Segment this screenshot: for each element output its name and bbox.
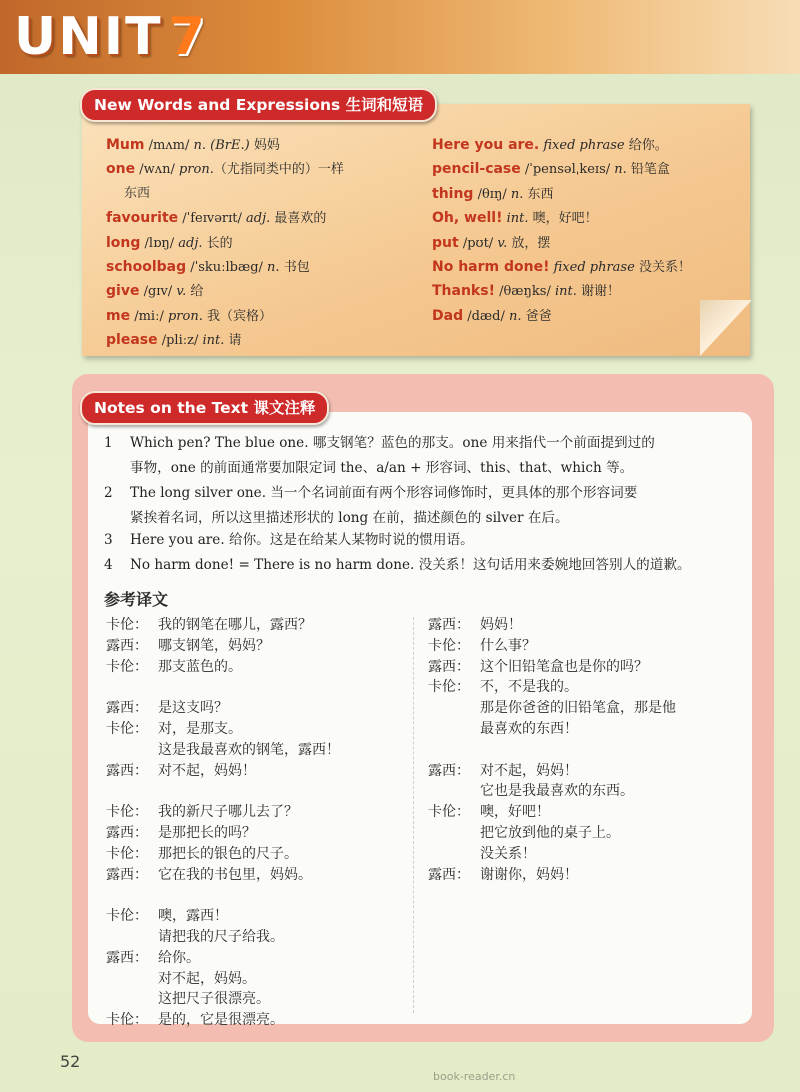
vocab-meaning: 给 bbox=[186, 284, 204, 300]
watermark: book-reader.cn bbox=[433, 1070, 516, 1083]
translation-text: 什么事？ bbox=[480, 637, 536, 654]
unit-number: 7 bbox=[168, 7, 207, 67]
translation-line bbox=[106, 948, 406, 969]
translation-text: 这个旧铅笔盒也是你的吗？ bbox=[480, 658, 648, 675]
translation-line bbox=[428, 719, 748, 740]
vocab-meaning: 我（宾格） bbox=[202, 308, 272, 324]
translation-line bbox=[428, 781, 748, 802]
unit-word: UNIT bbox=[14, 7, 163, 67]
translation-text: 那是你爸爸的旧铅笔盒，那是他 bbox=[480, 700, 676, 717]
translation-text: 那支蓝色的。 bbox=[158, 658, 242, 675]
vocab-word: put bbox=[432, 234, 459, 251]
vocab-part-of-speech: adj. bbox=[178, 235, 203, 251]
vocab-entry bbox=[106, 304, 406, 328]
translation-line bbox=[106, 865, 406, 886]
note-item bbox=[104, 553, 744, 578]
vocab-entry bbox=[106, 328, 406, 352]
vocab-meaning: 噢，好吧！ bbox=[528, 211, 598, 227]
translation-text: 噢，好吧！ bbox=[480, 804, 550, 821]
note-text: 事物，one 的前面通常要加限定词 the、a/an + 形容词、this、that、which 等。 bbox=[130, 460, 634, 476]
translation-line bbox=[106, 823, 406, 844]
vocab-pronunciation: /ˈskuːlbæg/ bbox=[186, 259, 268, 275]
translation-speaker: 露西： bbox=[428, 762, 470, 779]
translation-line bbox=[106, 927, 406, 948]
vocab-meaning: 没关系！ bbox=[634, 259, 691, 275]
unit-title bbox=[14, 2, 207, 72]
vocab-part-of-speech: n. bbox=[614, 162, 627, 178]
translation-text: 对不起，妈妈！ bbox=[480, 762, 578, 779]
translation-speaker: 露西： bbox=[106, 762, 148, 779]
translation-speaker: 卡伦： bbox=[428, 804, 470, 821]
vocab-meaning: 东西 bbox=[523, 186, 554, 202]
translation-line bbox=[106, 740, 406, 761]
translation-text: 请把我的尺子给我。 bbox=[158, 928, 284, 945]
vocab-word: Mum bbox=[106, 137, 145, 153]
note-line bbox=[104, 481, 744, 506]
translation-speaker: 露西： bbox=[428, 866, 470, 883]
translation-text: 对，是那支。 bbox=[158, 720, 242, 737]
translation-text: 哪支钢笔，妈妈？ bbox=[158, 637, 270, 654]
vocab-pronunciation: /pʊt/ bbox=[458, 235, 498, 251]
vocab-pronunciation: /ˈfeɪvərɪt/ bbox=[178, 211, 247, 227]
vocab-entry bbox=[432, 279, 742, 303]
column-divider bbox=[413, 617, 414, 1013]
vocab-word: me bbox=[106, 307, 131, 324]
translation-text: 妈妈！ bbox=[480, 617, 522, 633]
translation-text: 这是我最喜欢的钢笔，露西！ bbox=[158, 741, 340, 758]
translation-speaker: 露西： bbox=[106, 700, 148, 717]
vocab-entry bbox=[106, 133, 406, 157]
translation-line bbox=[428, 844, 748, 865]
translation-left-column bbox=[106, 615, 406, 1031]
translation-line bbox=[106, 615, 406, 636]
translation-line bbox=[428, 761, 748, 782]
translation-line bbox=[428, 823, 748, 844]
vocab-part-of-speech: pron. bbox=[167, 308, 203, 324]
translation-text: 对不起，妈妈。 bbox=[158, 970, 256, 987]
vocab-word: Oh, well! bbox=[432, 210, 503, 227]
vocab-meaning: 给你。 bbox=[624, 138, 668, 153]
translation-text: 是那把长的吗？ bbox=[158, 824, 256, 841]
vocab-part-of-speech: adj. bbox=[246, 211, 271, 227]
translation-speaker: 露西： bbox=[428, 658, 470, 675]
vocab-word: No harm done! bbox=[432, 258, 550, 275]
translation-text: 是这支吗？ bbox=[158, 700, 228, 717]
vocab-word: thing bbox=[432, 185, 474, 202]
vocab-entry bbox=[432, 304, 742, 328]
vocab-entry bbox=[432, 182, 742, 206]
vocab-entry bbox=[432, 157, 742, 181]
translation-speaker: 露西： bbox=[106, 866, 148, 883]
vocab-pronunciation: /θæŋks/ bbox=[494, 284, 555, 300]
translation-line bbox=[106, 844, 406, 865]
translation-right-column bbox=[428, 615, 748, 885]
vocabulary-heading: New Words and Expressions 生词和短语 bbox=[80, 88, 437, 122]
translation-text: 给你。 bbox=[158, 949, 200, 966]
translation-text: 最喜欢的东西！ bbox=[480, 720, 578, 737]
translation-speaker: 卡伦： bbox=[106, 658, 148, 675]
vocab-part-of-speech: int. bbox=[202, 333, 225, 349]
translation-text: 是的，它是很漂亮。 bbox=[158, 1012, 284, 1029]
vocab-part-of-speech: fixed phrase bbox=[553, 259, 635, 275]
translation-line bbox=[106, 761, 406, 782]
translation-line bbox=[428, 677, 748, 698]
vocab-part-of-speech: int. bbox=[554, 284, 577, 300]
vocab-part-of-speech: fixed phrase bbox=[543, 138, 625, 153]
translation-text: 没关系！ bbox=[480, 845, 536, 862]
vocab-entry-continuation: 东西 bbox=[124, 185, 151, 201]
vocab-pronunciation: /ˈpensəlˌkeɪs/ bbox=[520, 162, 615, 178]
translation-text: 把它放到他的桌子上。 bbox=[480, 824, 620, 841]
note-line bbox=[104, 456, 744, 481]
vocab-part-of-speech: v. bbox=[497, 235, 508, 251]
translation-line bbox=[428, 802, 748, 823]
vocab-meaning: 放，摆 bbox=[507, 235, 551, 251]
vocab-pronunciation: /dæd/ bbox=[463, 308, 509, 324]
translation-speaker: 卡伦： bbox=[428, 679, 470, 696]
translation-gap bbox=[106, 885, 406, 906]
vocabulary-right-column bbox=[432, 133, 742, 328]
vocabulary-left-column bbox=[106, 133, 406, 353]
vocab-meaning: 长的 bbox=[202, 235, 233, 251]
note-item bbox=[104, 481, 744, 531]
translation-gap bbox=[428, 740, 748, 761]
translation-line bbox=[428, 865, 748, 886]
page-number: 52 bbox=[60, 1052, 81, 1071]
note-text: Here you are. 给你。这是在给某人某物时说的惯用语。 bbox=[130, 532, 474, 548]
translation-line bbox=[428, 698, 748, 719]
vocab-pronunciation: /lɒŋ/ bbox=[140, 235, 179, 251]
note-number: 1 bbox=[104, 435, 113, 451]
note-item bbox=[104, 431, 744, 481]
vocab-part-of-speech: v. bbox=[176, 284, 187, 300]
translation-line bbox=[106, 1010, 406, 1031]
vocab-meaning: 书包 bbox=[279, 259, 310, 275]
vocab-pronunciation: /miː/ bbox=[130, 308, 168, 324]
note-text: Which pen? The blue one. 哪支钢笔？蓝色的那支。one 用来指代一个前面提到过的 bbox=[130, 435, 655, 451]
vocab-pronunciation: /pliːz/ bbox=[157, 333, 203, 349]
translation-text: 我的新尺子哪儿去了？ bbox=[158, 804, 298, 821]
note-number: 3 bbox=[104, 532, 113, 548]
note-line bbox=[104, 431, 744, 456]
vocab-part-of-speech: n. bbox=[267, 259, 280, 275]
translation-line bbox=[106, 657, 406, 678]
note-line bbox=[104, 528, 744, 553]
vocab-word: Here you are. bbox=[432, 137, 540, 153]
translation-speaker: 卡伦： bbox=[106, 720, 148, 737]
translation-text: 不，不是我的。 bbox=[480, 679, 578, 696]
translation-text: 对不起，妈妈！ bbox=[158, 762, 256, 779]
translation-speaker: 卡伦： bbox=[106, 804, 148, 821]
translation-text: 它在我的书包里，妈妈。 bbox=[158, 866, 312, 883]
translation-line bbox=[428, 657, 748, 678]
vocab-entry bbox=[432, 255, 742, 279]
translation-text: 它也是我最喜欢的东西。 bbox=[480, 783, 634, 800]
translation-text: 这把尺子很漂亮。 bbox=[158, 991, 270, 1008]
vocab-pronunciation: /gɪv/ bbox=[139, 284, 177, 300]
vocab-word: please bbox=[106, 332, 158, 349]
translation-line bbox=[106, 989, 406, 1010]
note-text: The long silver one. 当一个名词前面有两个形容词修饰时，更具体的那个形容词要 bbox=[130, 485, 638, 501]
vocab-word: favourite bbox=[106, 210, 179, 227]
vocab-word: Dad bbox=[432, 307, 464, 324]
vocab-entry bbox=[432, 206, 742, 230]
vocab-word: long bbox=[106, 234, 141, 251]
vocab-pronunciation: /θɪŋ/ bbox=[473, 186, 511, 202]
translation-line bbox=[428, 615, 748, 636]
vocab-entry bbox=[106, 157, 406, 181]
note-number: 4 bbox=[104, 557, 113, 573]
vocab-entry bbox=[106, 255, 406, 279]
translation-speaker: 卡伦： bbox=[106, 908, 148, 925]
translation-gap bbox=[106, 781, 406, 802]
vocab-part-of-speech: n. (BrE.) bbox=[193, 138, 250, 153]
vocab-word: pencil-case bbox=[432, 161, 521, 178]
translation-line bbox=[106, 802, 406, 823]
note-line bbox=[104, 553, 744, 578]
vocab-word: give bbox=[106, 283, 140, 300]
translation-text: 那把长的银色的尺子。 bbox=[158, 845, 298, 862]
vocab-part-of-speech: n. bbox=[508, 308, 522, 324]
vocab-meaning: 请 bbox=[224, 333, 242, 349]
vocab-entry bbox=[432, 133, 742, 157]
translation-line bbox=[106, 698, 406, 719]
vocab-entry bbox=[106, 279, 406, 303]
translation-speaker: 露西： bbox=[428, 617, 470, 633]
note-number: 2 bbox=[104, 485, 113, 501]
vocab-meaning: （尤指同类中的）一样 bbox=[213, 162, 344, 178]
translation-line bbox=[106, 969, 406, 990]
translation-speaker: 卡伦： bbox=[428, 637, 470, 654]
vocab-meaning: 最喜欢的 bbox=[270, 211, 327, 227]
vocab-part-of-speech: int. bbox=[506, 211, 529, 227]
vocab-pronunciation: /mʌm/ bbox=[144, 138, 194, 153]
vocab-entry bbox=[106, 206, 406, 230]
note-text: No harm done! = There is no harm done. 没关系！这句话用来委婉地回答别人的道歉。 bbox=[130, 557, 691, 573]
vocab-meaning: 铅笔盒 bbox=[626, 162, 670, 178]
translation-line bbox=[428, 636, 748, 657]
vocab-part-of-speech: n. bbox=[510, 186, 524, 202]
vocab-meaning: 爸爸 bbox=[521, 308, 552, 324]
vocab-entry bbox=[432, 231, 742, 255]
translation-line bbox=[106, 719, 406, 740]
translation-speaker: 露西： bbox=[106, 949, 148, 966]
vocab-meaning: 妈妈 bbox=[249, 138, 280, 153]
translation-line bbox=[106, 636, 406, 657]
note-text: 紧挨着名词，所以这里描述形状的 long 在前，描述颜色的 silver 在后。 bbox=[130, 510, 569, 526]
translation-speaker: 露西： bbox=[106, 824, 148, 841]
vocab-word: schoolbag bbox=[106, 258, 187, 275]
translation-heading: 参考译文 bbox=[104, 590, 169, 609]
translation-text: 谢谢你，妈妈！ bbox=[480, 866, 578, 883]
translation-text: 我的钢笔在哪儿，露西？ bbox=[158, 617, 312, 633]
notes-heading: Notes on the Text 课文注释 bbox=[80, 391, 329, 425]
note-item bbox=[104, 528, 744, 553]
vocab-part-of-speech: pron. bbox=[178, 162, 214, 178]
vocab-pronunciation: /wʌn/ bbox=[135, 162, 179, 178]
vocab-entry bbox=[106, 231, 406, 255]
vocab-word: Thanks! bbox=[432, 283, 495, 300]
translation-speaker: 露西： bbox=[106, 637, 148, 654]
translation-text: 噢，露西！ bbox=[158, 908, 228, 925]
translation-speaker: 卡伦： bbox=[106, 1012, 148, 1029]
translation-line bbox=[106, 906, 406, 927]
vocab-meaning: 谢谢！ bbox=[576, 284, 620, 300]
vocab-word: one bbox=[106, 161, 136, 178]
translation-gap bbox=[106, 677, 406, 698]
translation-speaker: 卡伦： bbox=[106, 845, 148, 862]
translation-speaker: 卡伦： bbox=[106, 617, 148, 633]
